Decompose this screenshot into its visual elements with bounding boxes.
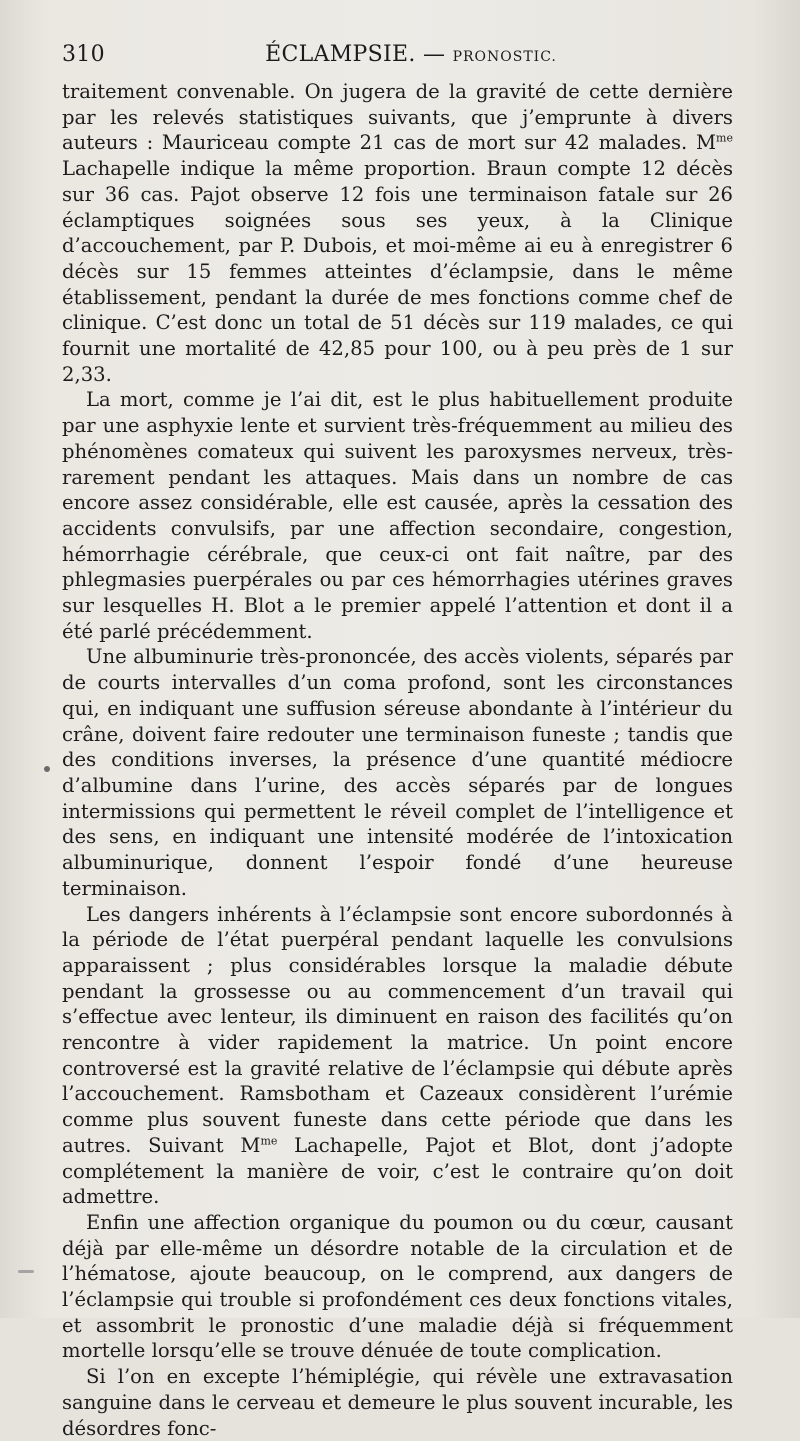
paragraph-p1 bbox=[62, 79, 733, 387]
text-segment: Enfin une affection organique du poumon ou du cœur, causant déjà par elle-même un désordre notable de la circulation et de l’hématose, ajoute beaucoup, on le comprend, aux dangers de l’éclampsie qui trouble si profondément ces deux fonctions vitales, et assombrit le pronostic d’une maladie déjà si fréquemment mortelle lorsqu’elle se trouve dénuée de toute complication. bbox=[62, 1210, 733, 1363]
paragraph-p2 bbox=[62, 387, 733, 644]
superscript: me bbox=[260, 1134, 278, 1148]
superscript: me bbox=[716, 131, 733, 145]
text-segment: traitement convenable. On jugera de la gravité de cette dernière par les relevés statistiques suivants, que j’emprunte à divers auteurs : Mauriceau compte 21 cas de mort sur 42 malades. M bbox=[62, 80, 733, 155]
running-title bbox=[62, 42, 730, 67]
text-segment: Si l’on en excepte l’hémiplégie, qui révèle une extravasation sanguine dans le cerveau et demeure le plus souvent incurable, les désordres fonc- bbox=[62, 1365, 733, 1440]
text-segment: Lachapelle indique la même proportion. Braun compte 12 décès sur 36 cas. Pajot observe 12 fois une terminaison fatale sur 26 éclamptiques soignées sous ses yeux, à la Clinique d’accouchement, par P. Dubois, et moi-même ai eu à enregistrer 6 décès sur 15 femmes atteintes d’éclampsie, dans le même établissement, pendant la durée de mes fonctions comme chef de clinique. C’est donc un total de 51 décès sur 119 malades, ce qui fournit une mortalité de 42,85 pour 100, ou à peu près de 1 sur 2,33. bbox=[62, 157, 733, 386]
page-number: 310 bbox=[62, 42, 105, 67]
paragraph-p4 bbox=[62, 902, 733, 1210]
paragraph-p3 bbox=[62, 644, 733, 901]
text-segment: La mort, comme je l’ai dit, est le plus habituellement produite par une asphyxie lente et survient très-fréquemment au milieu des phénomènes comateux qui suivent les paroxysmes nerveux, très-rarement pendant les attaques. Mais dans un nombre de cas encore assez considérable, elle est causée, après la cessation des accidents convulsifs, par une affection secondaire, congestion, hémorrhagie cérébrale, que ceux-ci ont fait naître, par des phlegmasies puerpérales ou par ces hémorrhagies utérines graves sur lesquelles H. Blot a le premier appelé l’attention et dont il a été parlé précédemment. bbox=[62, 388, 733, 643]
running-title-sub: PRONOSTIC. bbox=[452, 49, 557, 65]
paragraph-p6 bbox=[62, 1364, 733, 1441]
corner-ink-mark bbox=[18, 1270, 34, 1273]
margin-ink-dot bbox=[44, 766, 50, 772]
text-segment: Une albuminurie très-prononcée, des accès violents, séparés par de courts intervalles d’un coma profond, sont les circonstances qui, en indiquant une suffusion séreuse abondante à l’intérieur du crâne, doivent faire redouter une terminaison funeste ; tandis que des conditions inverses, la présence d’une quantité médiocre d’albumine dans l’urine, des accès séparés par de longues intermissions qui permettent le réveil complet de l’intelligence et des sens, en indiquant une intensité modérée de l’intoxication albuminurique, donnent l’espoir fondé d’une heureuse terminaison. bbox=[62, 645, 733, 900]
running-title-main: ÉCLAMPSIE. — bbox=[265, 42, 446, 67]
body-text bbox=[62, 79, 733, 1441]
paragraph-p5 bbox=[62, 1210, 733, 1364]
running-header bbox=[62, 42, 730, 76]
text-segment: Les dangers inhérents à l’éclampsie sont encore subordonnés à la période de l’état puerpéral pendant laquelle les convulsions apparaissent ; plus considérables lorsque la maladie débute pendant la grossesse ou au commencement d’un travail qui s’effectue avec lenteur, ils diminuent en raison des facilités qu’on rencontre à vider rapidement la matrice. Un point encore controversé est la gravité relative de l’éclampsie qui débute après l’accouchement. Ramsbotham et Cazeaux considèrent l’urémie comme plus souvent funeste dans cette période que dans les autres. Suivant M bbox=[62, 902, 733, 1157]
text-segment: Lachapelle, Pajot et Blot, dont j’adopte complétement la manière de voir, c’est le contraire qu’on doit admettre. bbox=[62, 1133, 733, 1209]
